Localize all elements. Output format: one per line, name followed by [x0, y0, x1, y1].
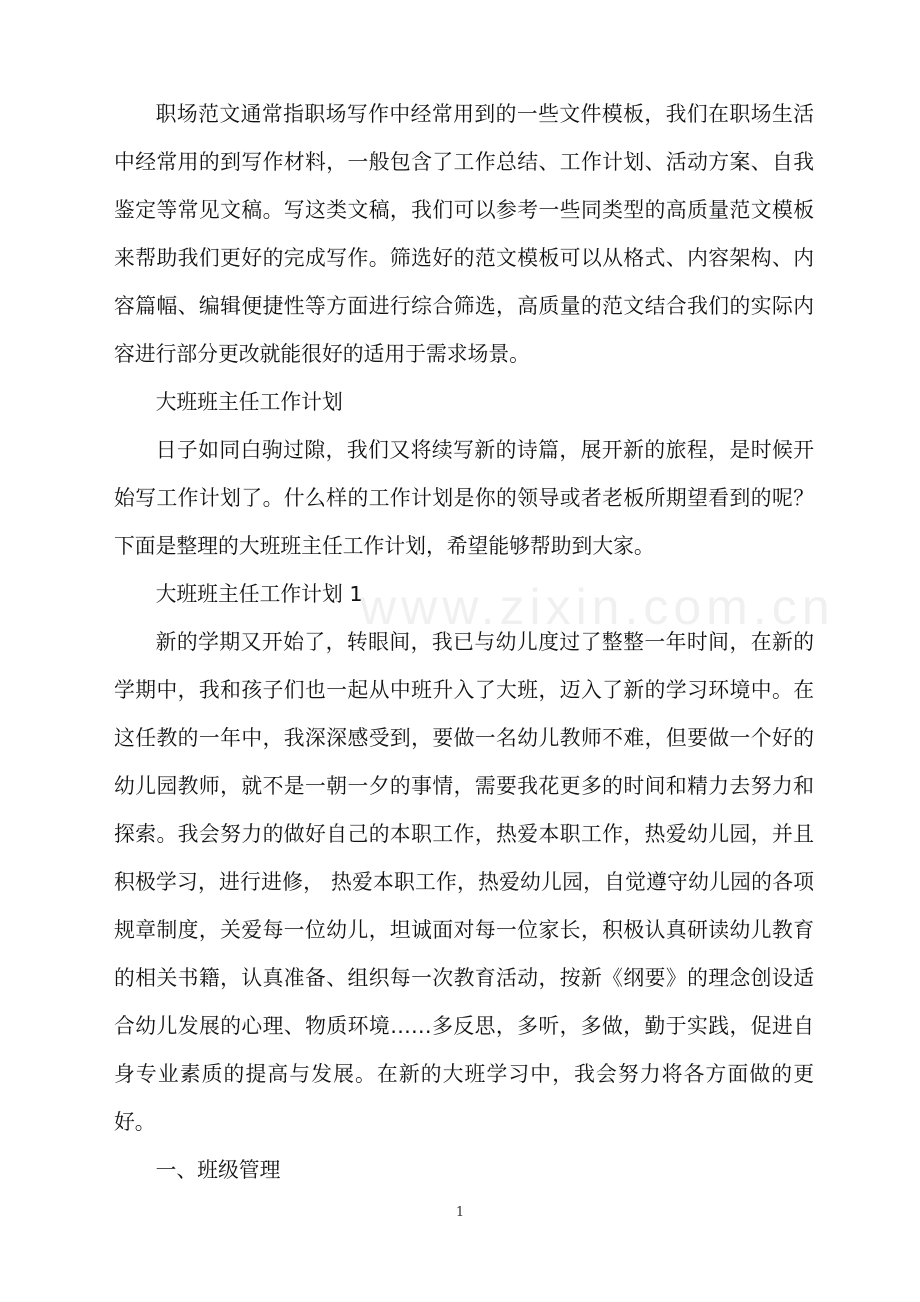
intro-paragraph: 职场范文通常指职场写作中经常用到的一些文件模板，我们在职场生活中经常用的到写作材料，一般包含了工作总结、工作计划、活动方案、自我鉴定等常见文稿。写这类文稿，我们可以参考一些同类型的高质量范文模板来帮助我们更好的完成写作。筛选好的范文模板可以从格式、内容架构、内容篇幅、编辑便捷性等方面进行综合筛选，高质量的范文结合我们的实际内容进行部分更改就能很好的适用于需求场景。	[114, 102, 814, 366]
section-title: 大班班主任工作计划 1	[155, 582, 363, 606]
document-body	[114, 90, 814, 1194]
lead-paragraph: 日子如同白驹过隙，我们又将续写新的诗篇，展开新的旅程，是时候开始写工作计划了。什么样的工作计划是你的领导或者老板所期望看到的呢？下面是整理的大班班主任工作计划，希望能够帮助到大家。	[114, 438, 814, 558]
page-number: 1	[455, 1205, 465, 1220]
document-title: 大班班主任工作计划	[155, 390, 343, 414]
watermark: www.zixin.com.cn	[360, 579, 835, 635]
body-paragraph: 新的学期又开始了，转眼间，我已与幼儿度过了整整一年时间，在新的学期中，我和孩子们也一起从中班升入了大班，迈入了新的学习环境中。在这任教的一年中，我深深感受到，要做一名幼儿教师不难，但要做一个好的幼儿园教师，就不是一朝一夕的事情，需要我花更多的时间和精力去努力和探索。我会努力的做好自己的本职工作，热爱本职工作，热爱幼儿园，并且积极学习，进行进修， 热爱本职工作，热爱幼儿园，自觉遵守幼儿园的各项规章制度，关爱每一位幼儿，坦诚面对每一位家长，积极认真研读幼儿教育的相关书籍，认真准备、组织每一次教育活动，按新《纲要》的理念创设适合幼儿发展的心理、物质环境……多反思，多听，多做，勤于实践，促进自身专业素质的提高与发展。在新的大班学习中，我会努力将各方面做的更好。	[114, 630, 814, 1134]
subsection-heading: 一、班级管理	[155, 1158, 281, 1182]
